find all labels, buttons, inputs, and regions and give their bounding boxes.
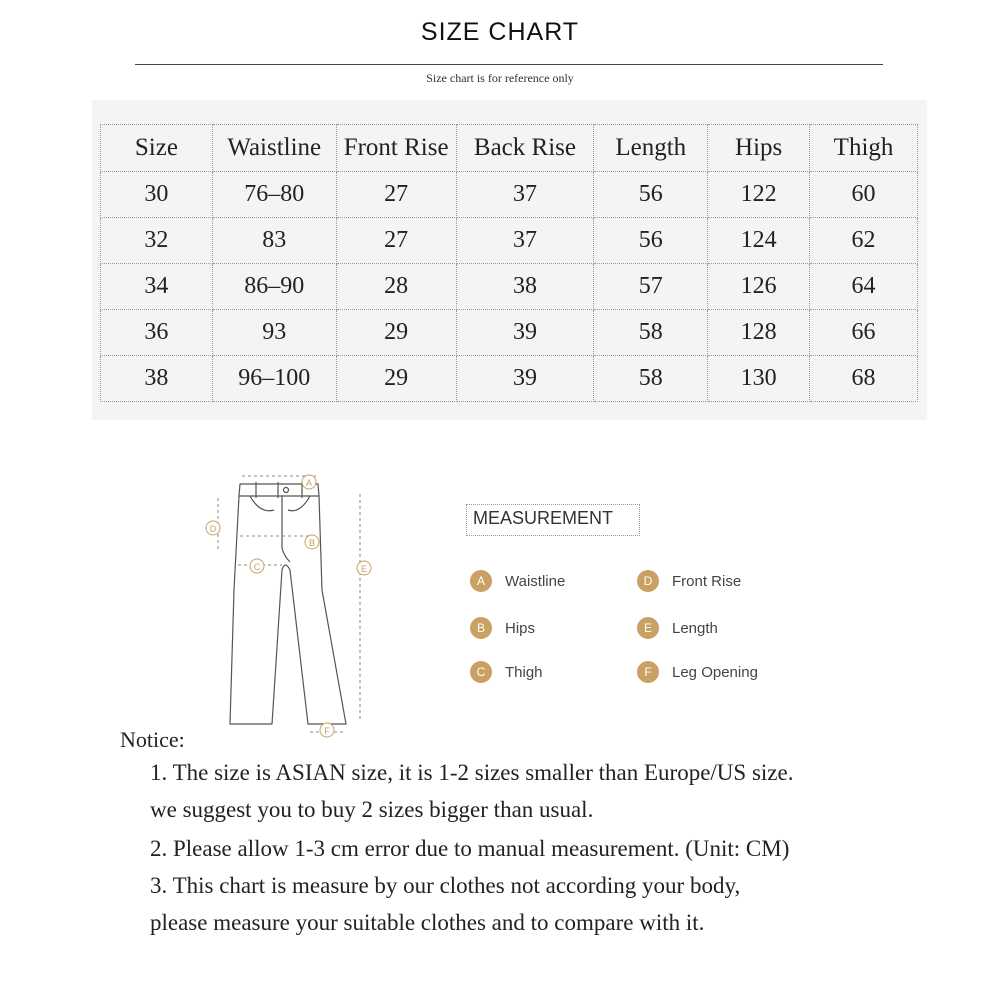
table-row: [101, 218, 918, 264]
legend-item-leg-opening: [637, 661, 758, 683]
svg-text:D: D: [209, 524, 217, 534]
table-row: [101, 264, 918, 310]
legend-item-hips: [470, 617, 535, 639]
svg-text:F: F: [324, 726, 330, 736]
cell-waistline: 76–80: [212, 172, 336, 218]
letter-e-icon: E: [637, 617, 659, 639]
cell-front-rise: 29: [336, 356, 456, 402]
cell-back-rise: 37: [456, 172, 594, 218]
marker-a-icon: [302, 475, 316, 489]
cell-hips: 130: [708, 356, 810, 402]
cell-size: 30: [101, 172, 213, 218]
legend-item-front-rise: [637, 570, 741, 592]
cell-back-rise: 38: [456, 264, 594, 310]
header-waistline: Waistline: [212, 125, 336, 172]
notice-line-5: please measure your suitable clothes and to compare with it.: [150, 910, 705, 935]
cell-waistline: 93: [212, 310, 336, 356]
cell-length: 57: [594, 264, 708, 310]
marker-f-icon: [320, 723, 334, 737]
legend-item-thigh: [470, 661, 543, 683]
header-front-rise: Front Rise: [336, 125, 456, 172]
page-title: SIZE CHART: [420, 18, 580, 46]
cell-length: 58: [594, 310, 708, 356]
legend-label: Front Rise: [672, 572, 742, 590]
title-divider: [135, 64, 883, 65]
cell-hips: 126: [708, 264, 810, 310]
cell-size: 36: [101, 310, 213, 356]
legend-item-waistline: [470, 570, 565, 592]
pants-markers: [200, 470, 380, 740]
header-length: Length: [594, 125, 708, 172]
svg-text:E: E: [360, 564, 368, 574]
subtitle: Size chart is for reference only: [426, 71, 574, 85]
legend-label: Leg Opening: [672, 663, 758, 681]
cell-waistline: 96–100: [212, 356, 336, 402]
cell-front-rise: 27: [336, 172, 456, 218]
legend-label: Length: [672, 619, 718, 637]
cell-length: 56: [594, 172, 708, 218]
cell-size: 34: [101, 264, 213, 310]
cell-thigh: 68: [810, 356, 918, 402]
notice-heading: Notice:: [120, 727, 185, 752]
marker-d-icon: [206, 521, 220, 535]
cell-hips: 122: [708, 172, 810, 218]
header-back-rise: Back Rise: [456, 125, 594, 172]
legend-label: Waistline: [505, 572, 566, 590]
cell-front-rise: 29: [336, 310, 456, 356]
notice-line-3: 2. Please allow 1-3 cm error due to manual measurement. (Unit: CM): [150, 836, 790, 861]
header-size: Size: [101, 125, 213, 172]
letter-d-icon: D: [637, 570, 659, 592]
cell-waistline: 83: [212, 218, 336, 264]
cell-back-rise: 37: [456, 218, 594, 264]
size-table: [100, 124, 918, 402]
letter-f-icon: F: [637, 661, 659, 683]
legend-item-length: [637, 617, 718, 639]
cell-size: 38: [101, 356, 213, 402]
marker-c-icon: [250, 559, 264, 573]
cell-length: 58: [594, 356, 708, 402]
measurement-title: MEASUREMENT: [473, 508, 614, 528]
cell-hips: 124: [708, 218, 810, 264]
cell-size: 32: [101, 218, 213, 264]
legend-label: Hips: [505, 619, 536, 637]
cell-hips: 128: [708, 310, 810, 356]
cell-front-rise: 28: [336, 264, 456, 310]
cell-length: 56: [594, 218, 708, 264]
notice-line-1: 1. The size is ASIAN size, it is 1-2 sizes smaller than Europe/US size.: [150, 760, 794, 785]
letter-c-icon: C: [470, 661, 492, 683]
marker-e-icon: [357, 561, 371, 575]
notice-line-2: we suggest you to buy 2 sizes bigger than usual.: [150, 797, 594, 822]
letter-b-icon: B: [470, 617, 492, 639]
table-row: [101, 310, 918, 356]
cell-thigh: 60: [810, 172, 918, 218]
cell-waistline: 86–90: [212, 264, 336, 310]
svg-text:A: A: [305, 478, 313, 488]
table-row: [101, 356, 918, 402]
table-header-row: [101, 125, 918, 172]
cell-thigh: 64: [810, 264, 918, 310]
header-hips: Hips: [708, 125, 810, 172]
svg-text:B: B: [308, 538, 316, 548]
cell-front-rise: 27: [336, 218, 456, 264]
cell-thigh: 66: [810, 310, 918, 356]
svg-text:C: C: [253, 562, 261, 572]
cell-thigh: 62: [810, 218, 918, 264]
legend-label: Thigh: [505, 663, 543, 681]
marker-b-icon: [305, 535, 319, 549]
table-row: [101, 172, 918, 218]
cell-back-rise: 39: [456, 356, 594, 402]
cell-back-rise: 39: [456, 310, 594, 356]
notice-line-4: 3. This chart is measure by our clothes not according your body,: [150, 873, 741, 898]
letter-a-icon: A: [470, 570, 492, 592]
header-thigh: Thigh: [810, 125, 918, 172]
